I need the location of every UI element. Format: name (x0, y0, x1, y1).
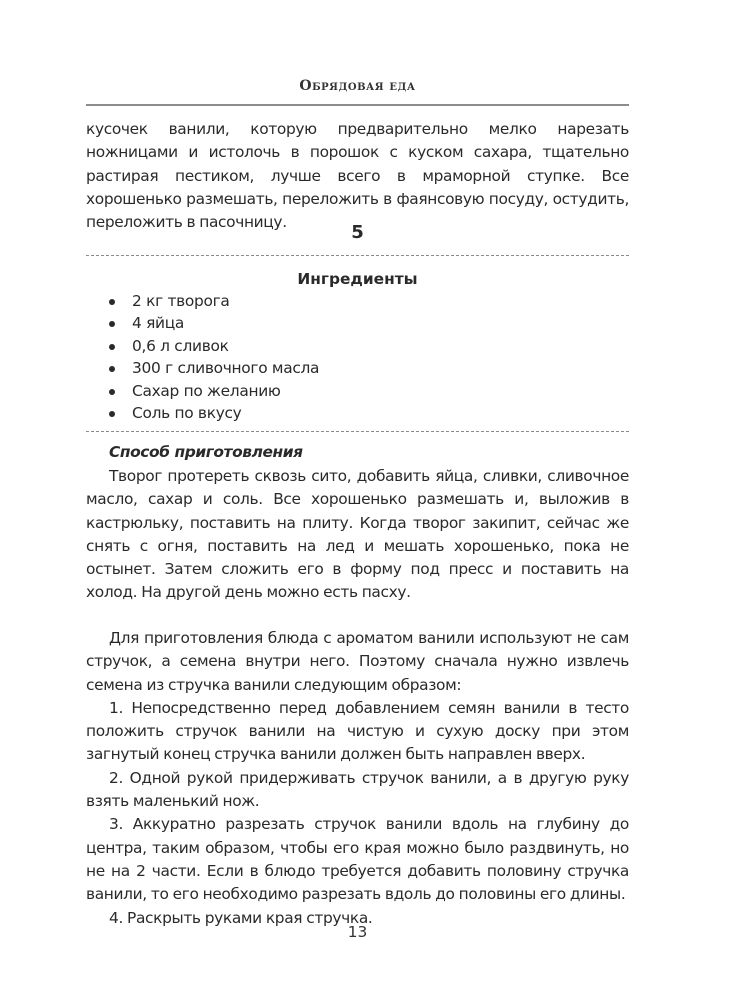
ingredients-top-divider (86, 255, 629, 256)
ingredient-item (86, 380, 319, 402)
bullet-icon (109, 344, 115, 350)
bullet-icon (109, 299, 115, 305)
ingredient-text: 0,6 л сливок (132, 336, 229, 355)
vanilla-intro: Для приготовления блюда с ароматом ванили используют не сам стручок, а семена внутри него. Поэтому сначала нужно извлечь семена из стручка ванили следующим образом: (86, 629, 629, 694)
ingredients-list (86, 290, 319, 424)
ingredient-item (86, 312, 319, 334)
ingredient-text: Соль по вкусу (132, 404, 242, 423)
ingredient-item (86, 402, 319, 424)
ingredient-item (86, 357, 319, 379)
bullet-icon (109, 389, 115, 395)
ingredient-text: Сахар по желанию (132, 381, 281, 400)
recipe-number: 5 (351, 222, 364, 243)
ingredient-text: 4 яйца (132, 314, 185, 333)
running-head: Обрядовая еда (299, 78, 416, 94)
method-title: Способ приготовления (109, 443, 303, 461)
vanilla-step: 3. Аккуратно разрезать стручок ванили вдоль на глубину до центра, таким образом, чтобы его края можно было раздвинуть, но не на 2 части. Если в блюдо требуется добавить половину стручка ванили, то его необходимо разрезать вдоль до половины его длины. (86, 815, 629, 904)
ingredient-item (86, 290, 319, 312)
header-rule (86, 104, 629, 106)
page-number: 13 (347, 923, 368, 941)
vanilla-step: 4. Раскрыть руками края стручка. (109, 908, 373, 927)
ingredients-title: Ингредиенты (297, 270, 418, 288)
vanilla-section (86, 627, 629, 930)
vanilla-step: 1. Непосредственно перед добавлением семян ванили в тесто положить стручок ванили на чистую и сухую доску при этом загнутый конец стручка ванили должен быть направлен вверх. (86, 698, 629, 764)
ingredient-text: 2 кг творога (132, 292, 230, 310)
ingredients-bottom-divider (86, 431, 629, 432)
bullet-icon (109, 411, 115, 417)
method-paragraph: Творог протереть сквозь сито, добавить яйца, сливки, сливочное масло, сахар и соль. Все хорошенько размешать и, выложив в кастрюльку, поставить на плиту. Когда творог закипит, сейчас же снять с огня, поставить на лед и мешать хорошенько, пока не остынет. Затем сложить его в форму под пресс и поставить на холод. На другой день можно есть пасху. (86, 467, 629, 602)
bullet-icon (109, 321, 115, 327)
bullet-icon (109, 366, 115, 372)
vanilla-step: 2. Одной рукой придерживать стручок ванили, а в другую руку взять маленький нож. (86, 768, 629, 811)
ingredient-text: 300 г сливочного масла (132, 359, 320, 378)
intro-paragraph: кусочек ванили, которую предварительно мелко нарезать ножницами и истолочь в порошок с куском сахара, тщательно растирая пестиком, лучше всего в мраморной ступке. Все хорошенько размешать, переложить в фаянсовую посуду, остудить, переложить в пасочницу. (86, 120, 629, 232)
ingredient-item (86, 335, 319, 357)
